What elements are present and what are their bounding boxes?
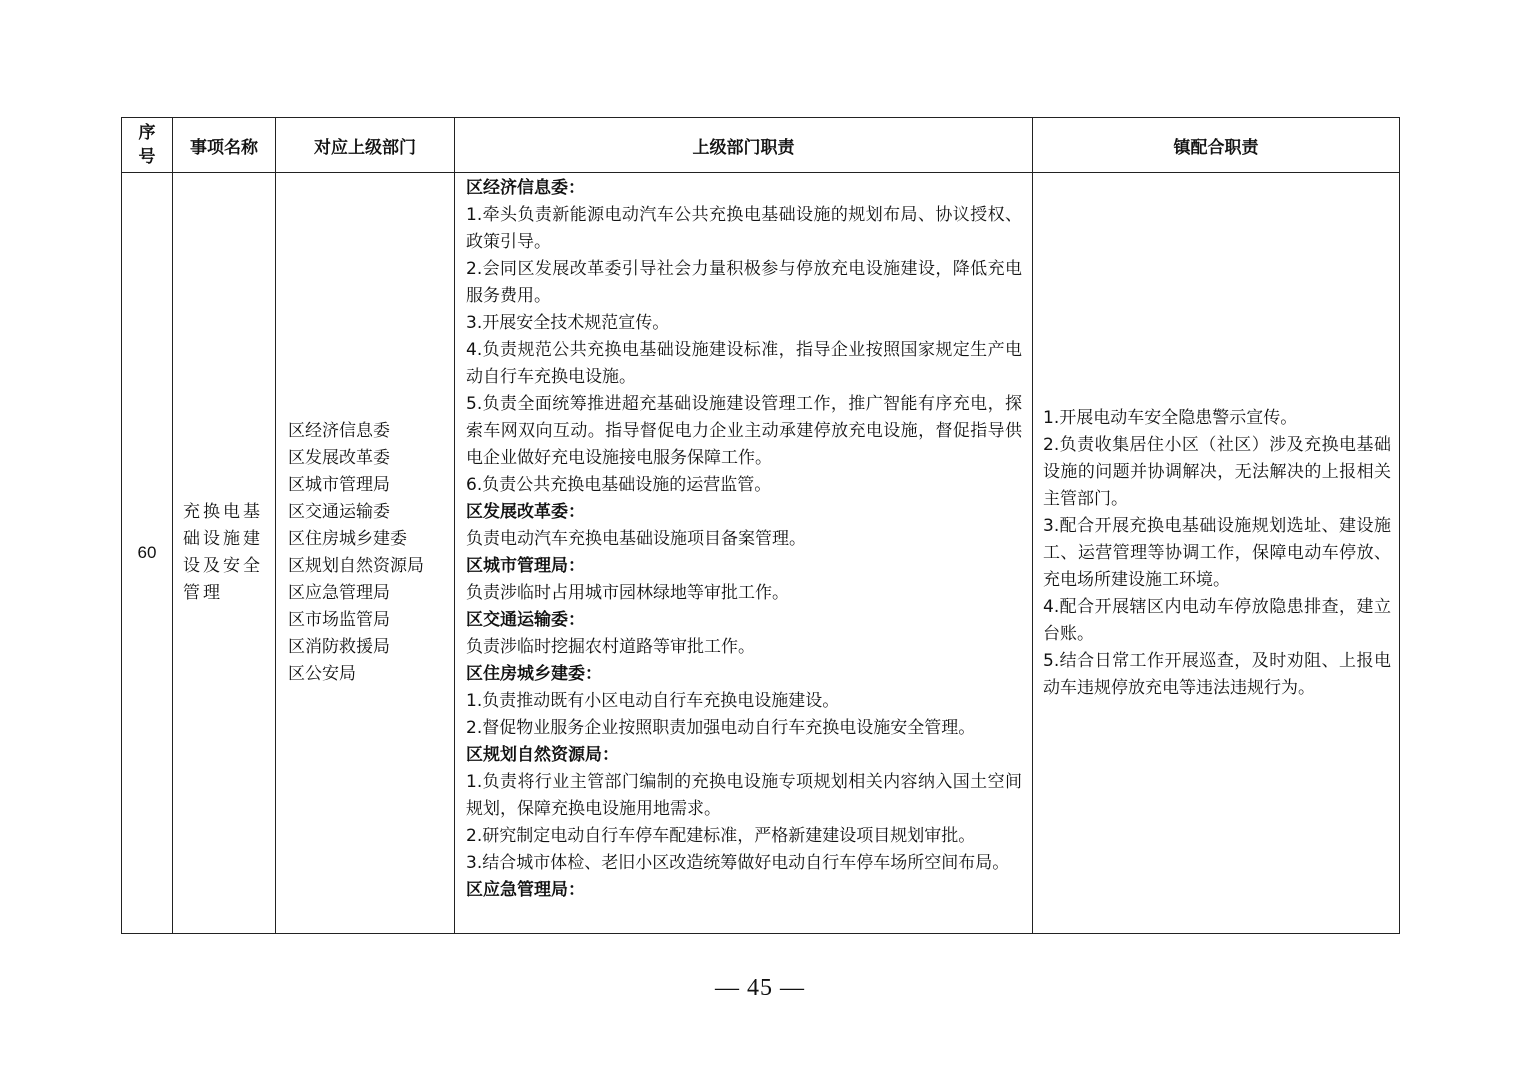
duty-dept-title: 区经济信息委： [466, 178, 585, 198]
page-number: — 45 — [715, 975, 805, 1001]
dept-list-item: 区城市管理局 [288, 475, 390, 495]
duty-dept-title: 区规划自然资源局： [466, 745, 619, 765]
duty-item: 2.研究制定电动自行车停车配建标准，严格新建建设项目规划审批。 [466, 826, 976, 846]
dept-list-item: 区市场监管局 [288, 610, 390, 630]
duty-dept-title: 区交通运输委： [466, 610, 585, 630]
responsibility-table [121, 117, 1400, 934]
row-upper-depts [276, 173, 455, 934]
header-upper-dept: 对应上级部门 [276, 118, 455, 173]
duty-item: 2.会同区发展改革委引导社会力量积极参与停放充电设施建设，降低充电服务费用。 [466, 259, 1022, 306]
town-duty-item: 2.负责收集居住小区（社区）涉及充换电基础设施的问题并协调解决，无法解决的上报相关主管部门。 [1043, 434, 1391, 509]
header-upper-duties: 上级部门职责 [455, 118, 1033, 173]
duty-dept-title: 区住房城乡建委： [466, 664, 602, 684]
header-seq [122, 118, 173, 173]
dept-list-item: 区发展改革委 [288, 448, 390, 468]
dept-list-item: 区公安局 [288, 664, 356, 684]
duty-item: 3.开展安全技术规范宣传。 [466, 313, 670, 333]
row-seq: 60 [122, 173, 173, 934]
town-duty-item: 4.配合开展辖区内电动车停放隐患排查，建立台账。 [1043, 596, 1391, 644]
header-seq-line2: 号 [138, 147, 156, 167]
duty-item: 负责涉临时挖掘农村道路等审批工作。 [466, 637, 755, 657]
row-item-name: 充换电基础设施建设及安全管理 [173, 173, 276, 934]
duty-item: 1.负责推动既有小区电动自行车充换电设施建设。 [466, 691, 840, 711]
header-town-duties: 镇配合职责 [1033, 118, 1400, 173]
dept-list-item: 区住房城乡建委 [288, 529, 407, 549]
duty-item: 5.负责全面统筹推进超充基础设施建设管理工作，推广智能有序充电，探索车网双向互动。指导督促电力企业主动承建停放充电设施，督促指导供电企业做好充电设施接电服务保障工作。 [466, 394, 1022, 468]
duty-item: 2.督促物业服务企业按照职责加强电动自行车充换电设施安全管理。 [466, 718, 976, 738]
duty-dept-title: 区城市管理局： [466, 556, 585, 576]
duties-content [466, 175, 1022, 931]
header-item-name: 事项名称 [173, 118, 276, 173]
duty-item: 6.负责公共充换电基础设施的运营监管。 [466, 475, 772, 495]
dept-list-item: 区消防救援局 [288, 637, 390, 657]
town-duty-item: 5.结合日常工作开展巡查，及时劝阻、上报电动车违规停放充电等违法违规行为。 [1043, 650, 1391, 698]
dept-list-item: 区应急管理局 [288, 583, 390, 603]
duty-item: 1.牵头负责新能源电动汽车公共充换电基础设施的规划布局、协议授权、政策引导。 [466, 205, 1022, 252]
table-header-row [122, 118, 1400, 173]
duty-item: 3.结合城市体检、老旧小区改造统筹做好电动自行车停车场所空间布局。 [466, 853, 1010, 873]
town-duty-item: 3.配合开展充换电基础设施规划选址、建设施工、运营管理等协调工作，保障电动车停放、充电场所建设施工环境。 [1043, 515, 1391, 590]
table-row [122, 173, 1400, 934]
row-upper-duties [455, 173, 1033, 934]
row-town-duties [1033, 173, 1400, 934]
header-seq-line1: 序 [138, 123, 156, 143]
town-duty-item: 1.开展电动车安全隐患警示宣传。 [1043, 407, 1298, 428]
duty-dept-title: 区应急管理局： [466, 880, 585, 900]
dept-list-item: 区规划自然资源局 [288, 556, 424, 576]
duty-item: 负责涉临时占用城市园林绿地等审批工作。 [466, 583, 789, 603]
dept-list-item: 区交通运输委 [288, 502, 390, 522]
dept-list-item: 区经济信息委 [288, 421, 390, 441]
duty-item: 负责电动汽车充换电基础设施项目备案管理。 [466, 529, 806, 549]
duty-item: 4.负责规范公共充换电基础设施建设标准，指导企业按照国家规定生产电动自行车充换电设施。 [466, 340, 1022, 387]
duty-item: 1.负责将行业主管部门编制的充换电设施专项规划相关内容纳入国土空间规划，保障充换电设施用地需求。 [466, 772, 1022, 819]
duty-dept-title: 区发展改革委： [466, 502, 585, 522]
